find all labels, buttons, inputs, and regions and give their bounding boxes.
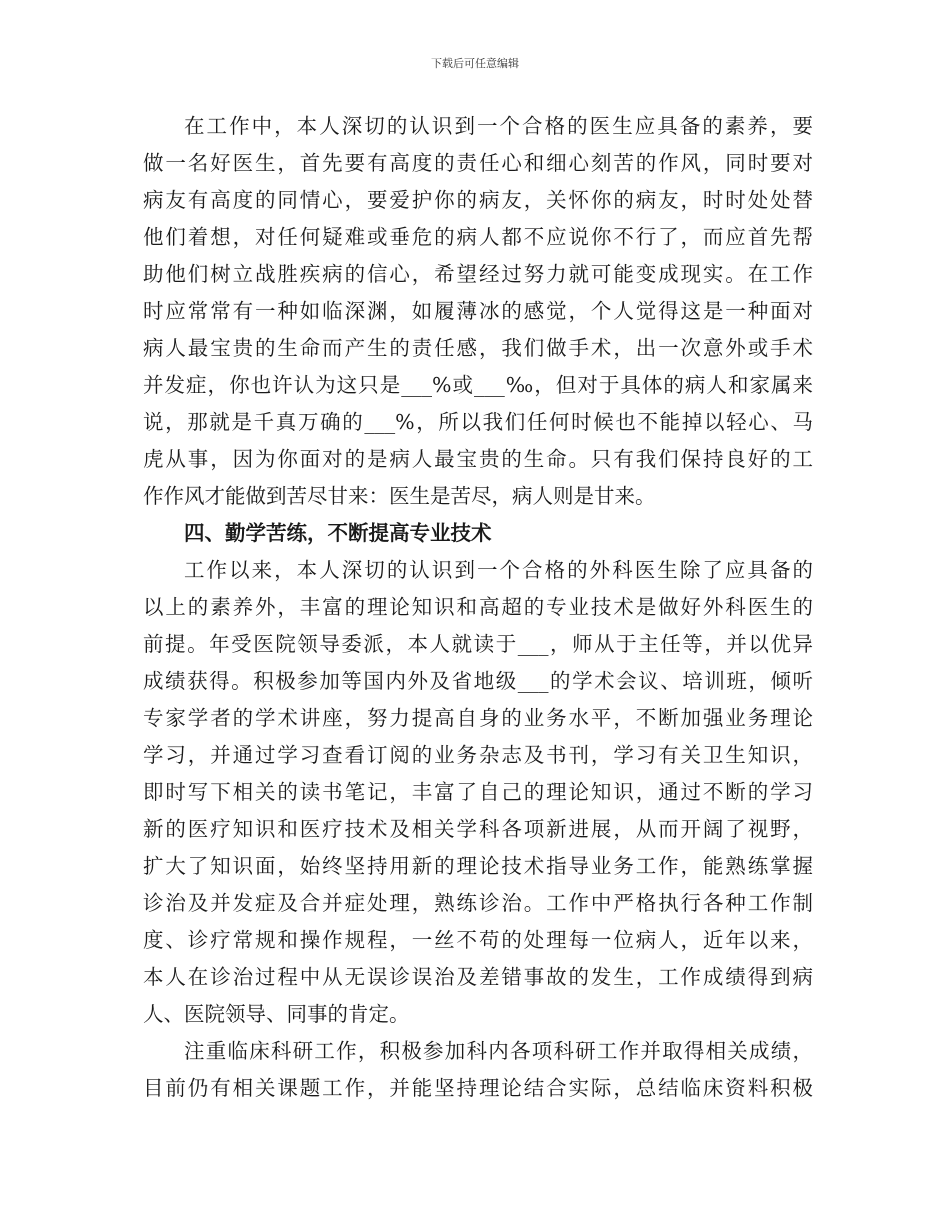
paragraph-line: 病人最宝贵的生命而产生的责任感，我们做手术，出一次意外或手术 [143, 336, 813, 360]
paragraph [143, 108, 813, 515]
paragraph-line: 度、诊疗常规和操作规程，一丝不苟的处理每一位病人，近年以来， [143, 928, 813, 952]
paragraph [143, 552, 813, 1033]
paragraph-line: 注重临床科研工作，积极参加科内各项科研工作并取得相关成绩， [184, 1039, 813, 1063]
paragraph-line: 诊治及并发症及合并症处理，熟练诊治。工作中严格执行各种工作制 [143, 891, 813, 915]
paragraph-line: 扩大了知识面，始终坚持用新的理论技术指导业务工作，能熟练掌握 [143, 854, 813, 878]
paragraph-line: 即时写下相关的读书笔记，丰富了自己的理论知识，通过不断的学习 [143, 780, 813, 804]
paragraph [143, 1033, 813, 1107]
paragraph-line: 在工作中，本人深切的认识到一个合格的医生应具备的素养，要 [184, 114, 813, 138]
paragraph-line: 人、医院领导、同事的肯定。 [143, 1002, 410, 1026]
paragraph-line: 作作风才能做到苦尽甘来：医生是苦尽，病人则是甘来。 [143, 484, 656, 508]
paragraph-line: 以上的素养外，丰富的理论知识和高超的专业技术是做好外科医生的 [143, 595, 813, 619]
paragraph-line: 助他们树立战胜疾病的信心，希望经过努力就可能变成现实。在工作 [143, 262, 813, 286]
paragraph-line: 并发症，你也许认为这只是___%或___‰，但对于具体的病人和家属来 [143, 373, 813, 397]
paragraph-line: 虎从事，因为你面对的是病人最宝贵的生命。只有我们保持良好的工 [143, 447, 813, 471]
paragraph-line: 做一名好医生，首先要有高度的责任心和细心刻苦的作风，同时要对 [143, 151, 813, 175]
paragraph-line: 他们着想，对任何疑难或垂危的病人都不应说你不行了，而应首先帮 [143, 225, 813, 249]
paragraph-line: 工作以来，本人深切的认识到一个合格的外科医生除了应具备的 [184, 558, 813, 582]
paragraph-line: 本人在诊治过程中从无误诊误治及差错事故的发生，工作成绩得到病 [143, 965, 813, 989]
section-heading: 四、勤学苦练，不断提高专业技术 [184, 521, 492, 545]
page-header: 下载后可任意编辑 [431, 57, 519, 70]
paragraph-line: 前提。年受医院领导委派，本人就读于___，师从于主任等，并以优异 [143, 632, 813, 656]
paragraph-line: 目前仍有相关课题工作，并能坚持理论结合实际，总结临床资料积极 [143, 1076, 813, 1100]
document-body [143, 108, 813, 1107]
paragraph-line: 时应常常有一种如临深渊，如履薄冰的感觉，个人觉得这是一种面对 [143, 299, 813, 323]
paragraph-line: 病友有高度的同情心，要爱护你的病友，关怀你的病友，时时处处替 [143, 188, 813, 212]
paragraph-line: 说，那就是千真万确的___%，所以我们任何时候也不能掉以轻心、马 [143, 410, 813, 434]
paragraph-line: 新的医疗知识和医疗技术及相关学科各项新进展，从而开阔了视野， [143, 817, 813, 841]
paragraph-line: 学习，并通过学习查看订阅的业务杂志及书刊，学习有关卫生知识， [143, 743, 813, 767]
paragraph-line: 专家学者的学术讲座，努力提高自身的业务水平，不断加强业务理论 [143, 706, 813, 730]
paragraph-line: 成绩获得。积极参加等国内外及省地级___的学术会议、培训班，倾听 [143, 669, 813, 693]
